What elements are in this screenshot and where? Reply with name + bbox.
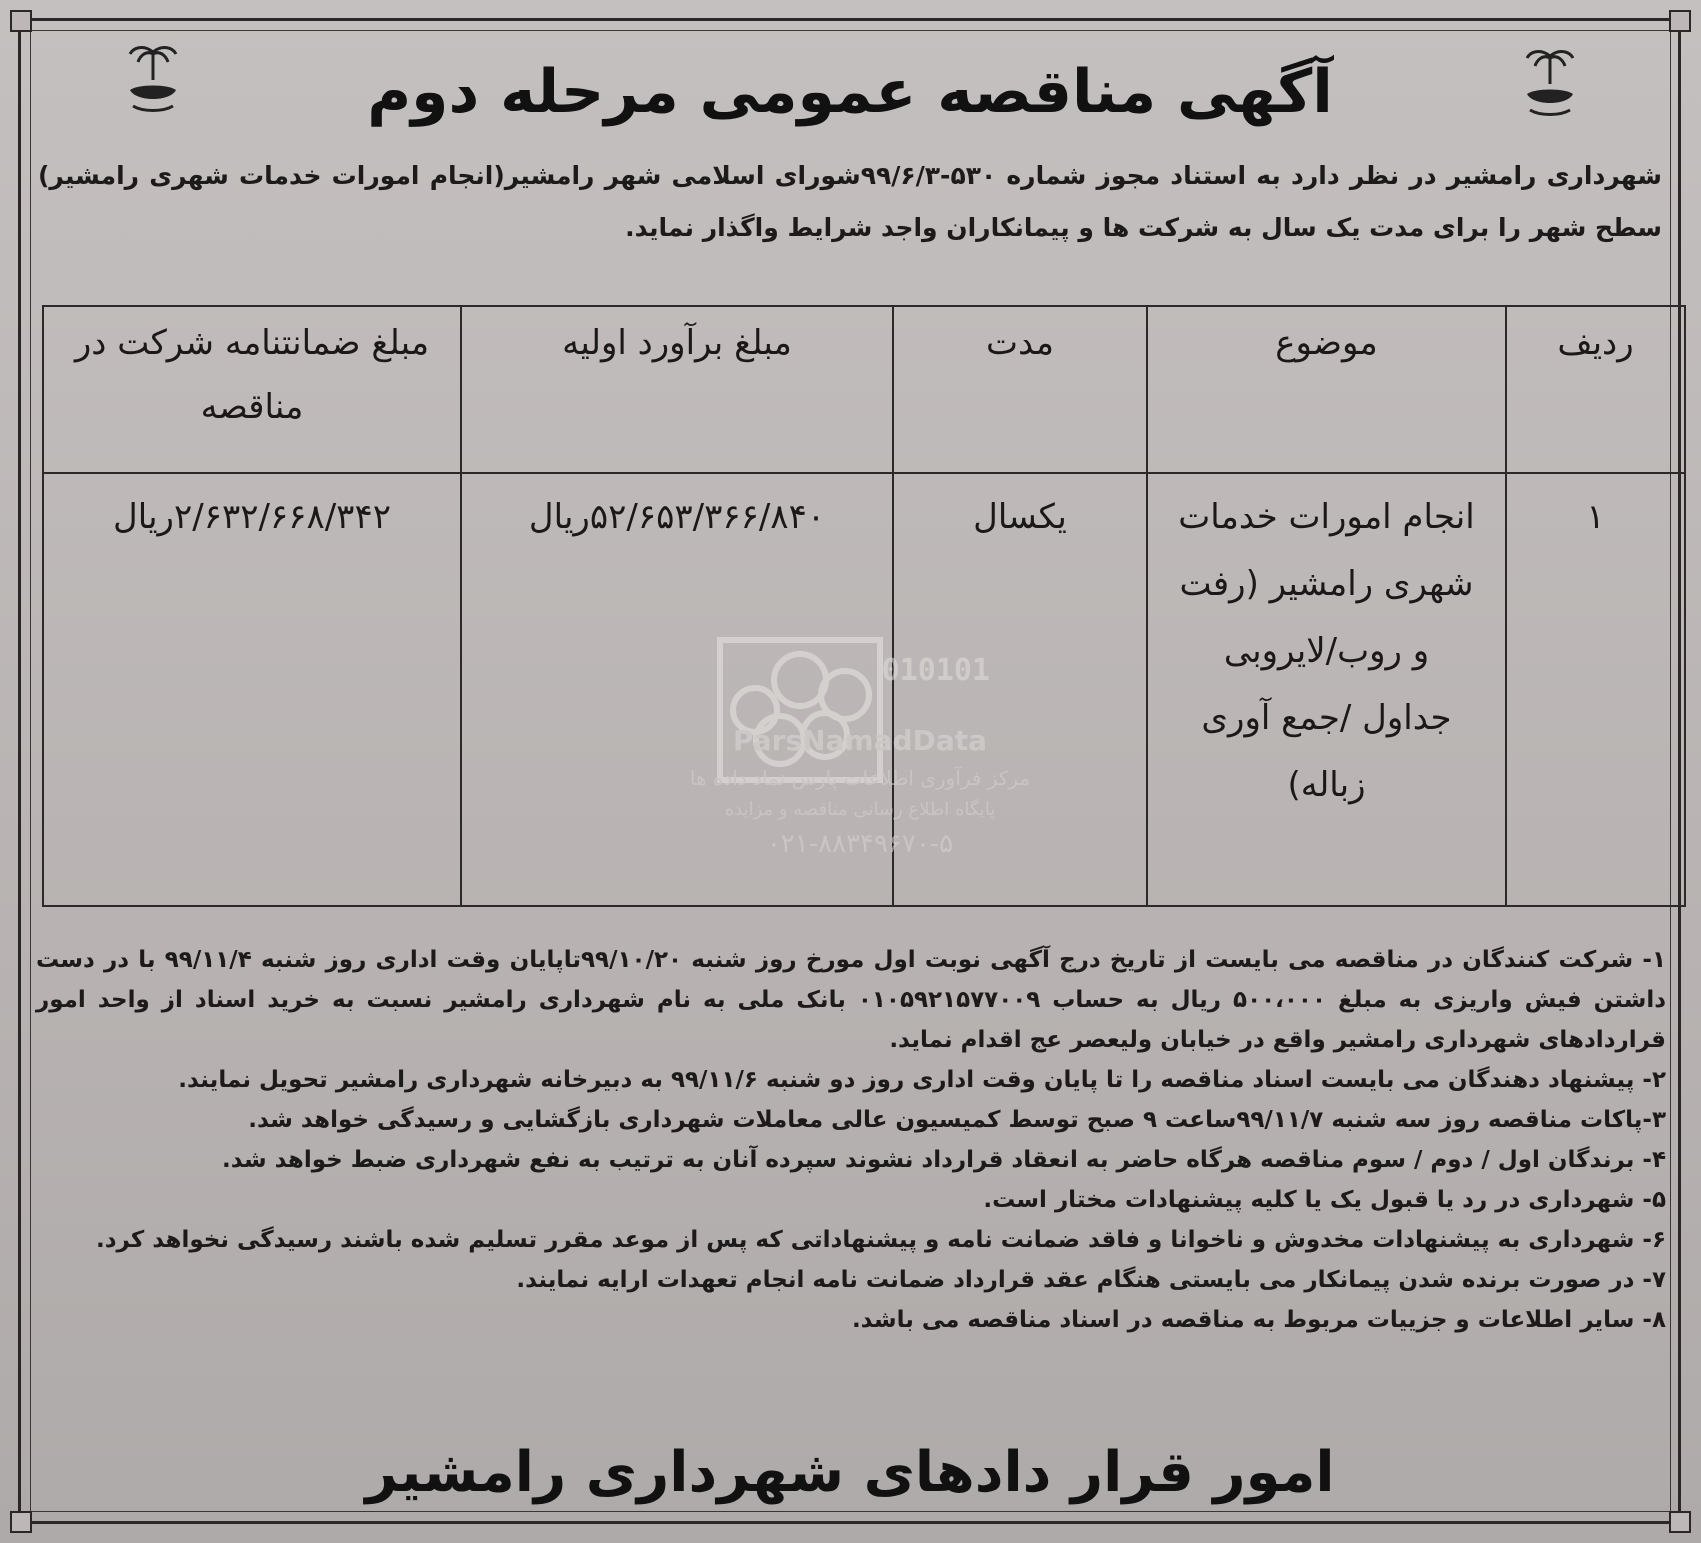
corner-ornament-bottom-left	[10, 1511, 32, 1533]
intro-paragraph: شهرداری رامشیر در نظر دارد به استناد مجوز شماره ۵۳۰-۹۹/۶/۳شورای اسلامی شهر رامشیر(انجام امورات خدمات شهری رامشیر) سطح شهر را برای مدت یک سال به شرکت ها و پیمانکاران واجد شرایط واگذار نماید.	[38, 161, 1662, 242]
cell-estimate: ۵۲/۶۵۳/۳۶۶/۸۴۰ریال	[461, 473, 893, 906]
term-item: ۴- برندگان اول / دوم / سوم مناقصه هرگاه حاضر به انعقاد قرارداد نشوند سپرده آنان به ترتیب به نفع شهرداری ضبط خواهد شد.	[221, 1147, 1666, 1173]
header-row-number: ردیف	[1506, 306, 1685, 473]
term-item: ۳-پاکات مناقصه روز سه شنبه ۹۹/۱۱/۷ساعت ۹ صبح توسط کمیسیون عالی معاملات شهرداری بازگشایی و رسیدگی خواهد شد.	[248, 1107, 1666, 1133]
table-header-row	[43, 306, 1685, 473]
cell-guarantee: ۲/۶۳۲/۶۶۸/۳۴۲ریال	[43, 473, 461, 906]
term-item: ۲- پیشنهاد دهندگان می بایست اسناد مناقصه را تا پایان وقت اداری روز دو شنبه ۹۹/۱۱/۶ به دبیرخانه شهرداری رامشیر تحویل نمایند.	[178, 1067, 1666, 1093]
watermark-logo-icon	[720, 640, 880, 780]
corner-ornament-bottom-right	[1669, 1511, 1691, 1533]
term-item: ۷- در صورت برنده شدن پیمانکار می بایستی هنگام عقد قرارداد ضمانت نامه انجام تعهدات ارایه نمایند.	[516, 1267, 1666, 1293]
watermark-brand: ParsNamadData	[733, 724, 987, 757]
header-estimate: مبلغ برآورد اولیه	[461, 306, 893, 473]
watermark-line1: مرکز فرآوری اطلاعات پارس نماد داده ها	[689, 766, 1031, 790]
header-duration: مدت	[893, 306, 1147, 473]
municipality-logo-icon	[118, 40, 188, 120]
watermark-phone: ۰۲۱-۸۸۳۴۹۶۷۰-۵	[766, 829, 954, 859]
cell-subject: انجام امورات خدمات شهری رامشیر (رفت و روب/لایروبی جداول /جمع آوری زباله)	[1147, 473, 1506, 906]
header-subject: موضوع	[1147, 306, 1506, 473]
watermark-line2: پایگاه اطلاع رسانی مناقصه و مزایده	[724, 799, 996, 820]
cell-row-number: ۱	[1506, 473, 1685, 906]
header-guarantee: مبلغ ضمانتنامه شرکت در مناقصه	[43, 306, 461, 473]
corner-ornament-top-left	[10, 10, 32, 32]
terms-list	[36, 940, 1666, 1340]
term-item: ۵- شهرداری در رد یا قبول یک یا کلیه پیشنهادات مختار است.	[983, 1187, 1666, 1213]
cell-duration: یکسال	[893, 473, 1147, 906]
footer-signature: امور قرار دادهای شهرداری رامشیر	[365, 1440, 1335, 1505]
watermark	[660, 600, 1060, 930]
corner-ornament-top-right	[1669, 10, 1691, 32]
term-item: ۸- سایر اطلاعات و جزییات مربوط به مناقصه در اسناد مناقصه می باشد.	[851, 1307, 1666, 1333]
term-item: ۶- شهرداری به پیشنهادات مخدوش و ناخوانا و فاقد ضمانت نامه و پیشنهاداتی که پس از موعد مقرر تسلیم شده باشند رسیدگی نخواهد کرد.	[96, 1227, 1666, 1253]
page-title: آگهی مناقصه عمومی مرحله دوم	[367, 57, 1333, 127]
term-item: ۱- شرکت کنندگان در مناقصه می بایست از تاریخ درج آگهی نوبت اول مورخ روز شنبه ۹۹/۱۰/۲۰تاپایان وقت اداری روز شنبه ۹۹/۱۱/۴ با در دست داشتن فیش واریزی به مبلغ ۵۰۰،۰۰۰ ریال به حساب ۰۱۰۵۹۲۱۵۷۷۰۰۹ بانک ملی به نام شهرداری رامشیر نسبت به خرید اسناد از واحد امور قراردادهای شهرداری رامشیر واقع در خیابان ولیعصر عج اقدام نماید.	[36, 947, 1667, 1053]
watermark-digits: 010101	[881, 653, 990, 688]
municipality-logo-icon	[1515, 44, 1585, 124]
